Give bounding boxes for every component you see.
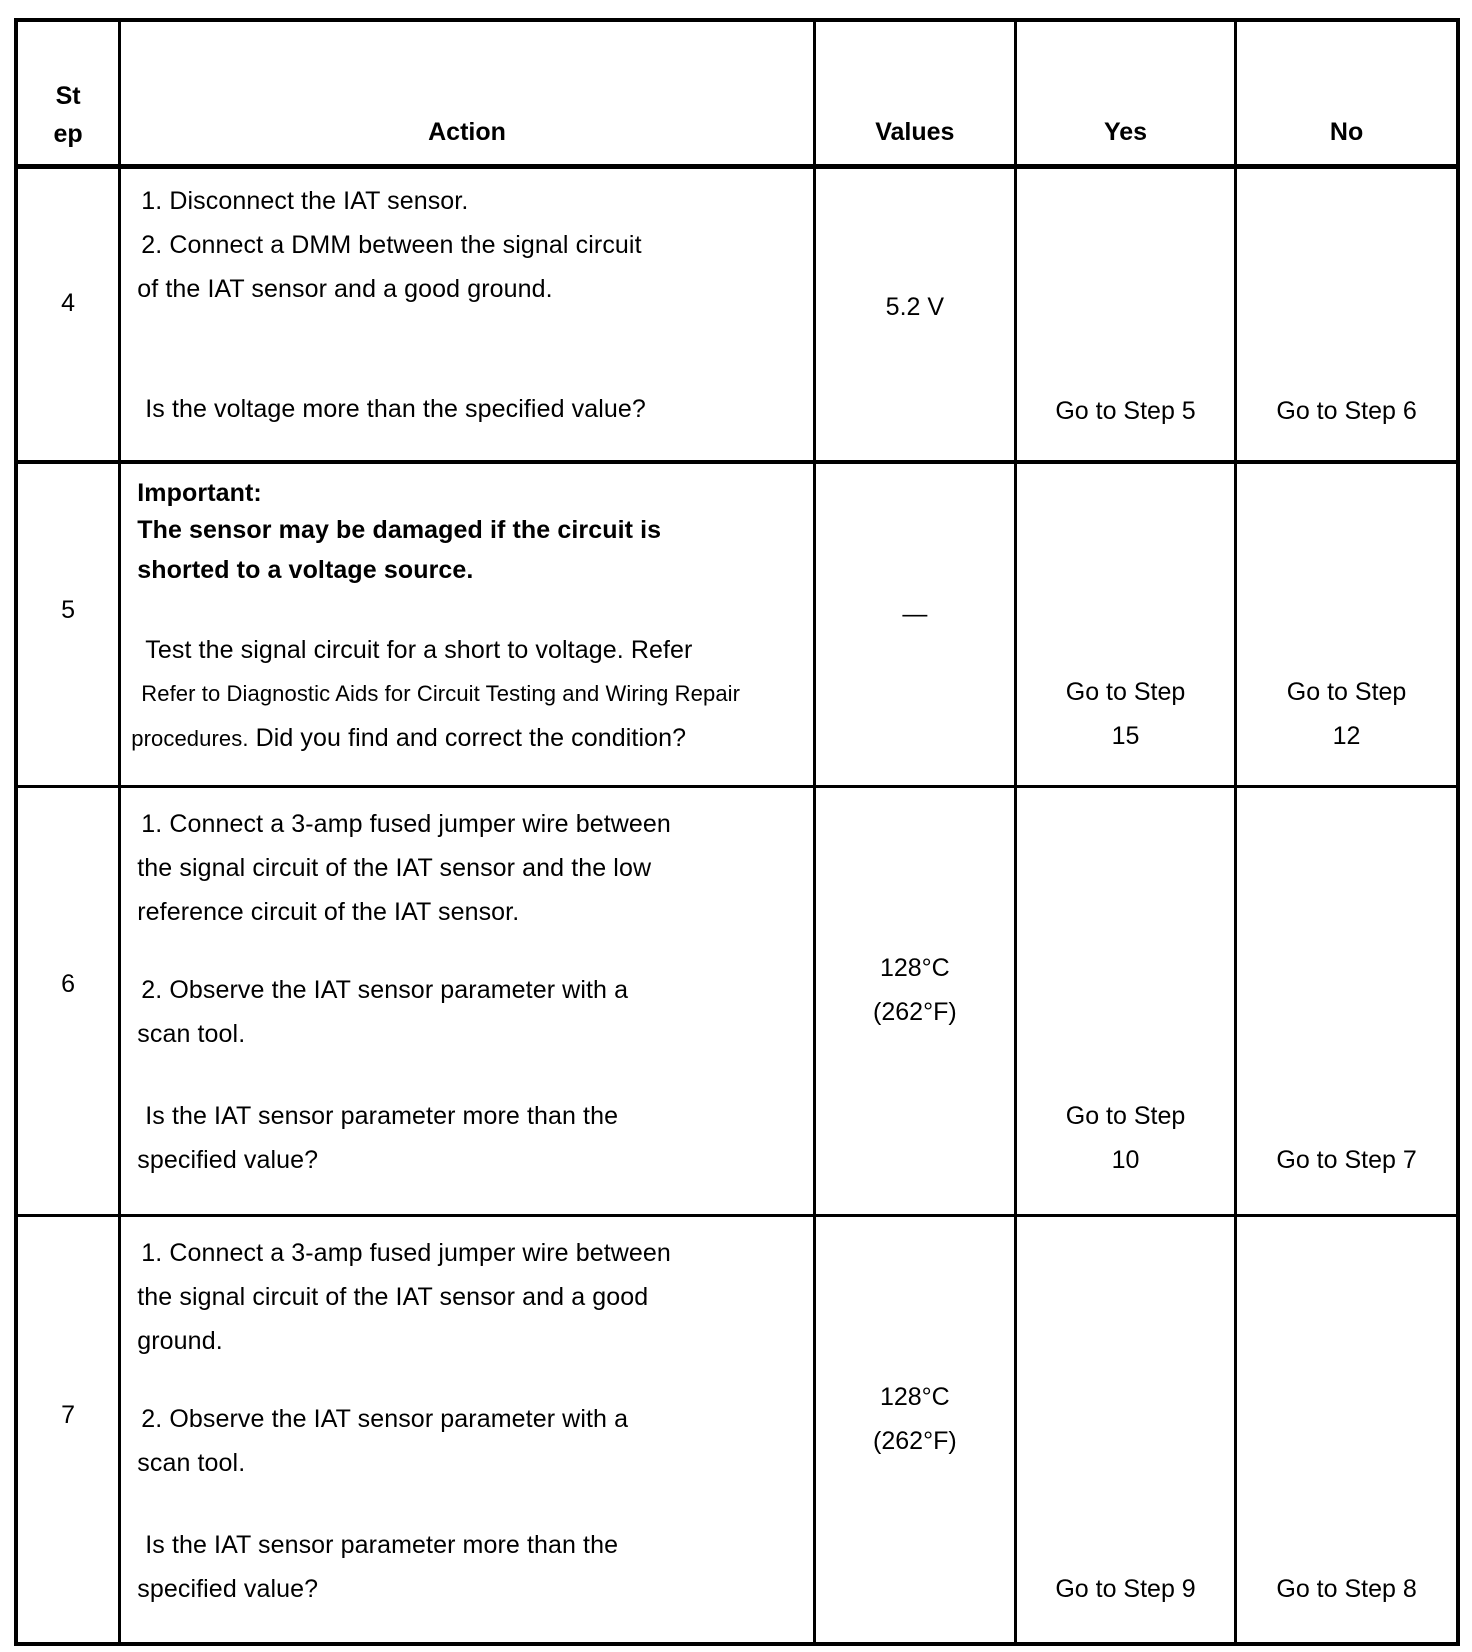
action-line: 1. Disconnect the IAT sensor.: [141, 186, 469, 215]
action-line: Test the signal circuit for a short to voltage. Refer: [145, 635, 693, 664]
yes-answer-line1: Go to Step: [1065, 677, 1186, 706]
action-line: 2. Observe the IAT sensor parameter with a: [141, 975, 629, 1004]
value-cell: [814, 462, 1015, 787]
value-line2: (262°F): [873, 997, 957, 1026]
table-row-step-7: [16, 1215, 1458, 1644]
action-question: specified value?: [137, 1574, 319, 1603]
no-cell: [1236, 166, 1458, 461]
header-no: [1236, 20, 1458, 166]
action-line: reference circuit of the IAT sensor.: [137, 897, 520, 926]
header-yes: [1015, 20, 1235, 166]
step-cell: [16, 166, 120, 461]
important-label: Important:: [137, 478, 262, 507]
step-number: 6: [61, 969, 76, 998]
yes-cell: [1015, 1215, 1235, 1644]
value-line2: (262°F): [873, 1426, 957, 1455]
no-answer: Go to Step 8: [1276, 1574, 1417, 1603]
step-number: 4: [61, 288, 76, 317]
action-line: scan tool.: [137, 1448, 246, 1477]
action-line-small: procedures.: [131, 725, 249, 751]
step-number: 7: [61, 1400, 76, 1429]
no-cell: [1236, 1215, 1458, 1644]
action-question: Is the IAT sensor parameter more than the: [145, 1530, 619, 1559]
action-question: Did you find and correct the condition?: [255, 723, 687, 752]
action-cell: [120, 1215, 815, 1644]
header-action: [120, 20, 815, 166]
step-cell: [16, 1215, 120, 1644]
important-text: The sensor may be damaged if the circuit is: [137, 515, 662, 544]
important-text: shorted to a voltage source.: [137, 555, 474, 584]
header-yes-label: Yes: [1103, 118, 1148, 146]
header-no-label: No: [1329, 118, 1364, 146]
no-answer-line1: Go to Step: [1286, 677, 1407, 706]
action-line: 1. Connect a 3-amp fused jumper wire between: [141, 1238, 671, 1267]
table-row-step-6: [16, 786, 1458, 1215]
yes-answer-line2: 10: [1111, 1145, 1140, 1174]
no-answer: Go to Step 6: [1276, 396, 1417, 425]
step-cell: [16, 786, 120, 1215]
value-cell: [814, 786, 1015, 1215]
yes-answer-line2: 15: [1111, 721, 1140, 750]
value-cell: [814, 166, 1015, 461]
step-number: 5: [61, 595, 76, 624]
action-line: Refer to Diagnostic Aids for Circuit Testing and Wiring Repair: [141, 680, 741, 706]
action-question: specified value?: [137, 1145, 319, 1174]
value-line1: 128°C: [879, 953, 950, 982]
step-cell: [16, 462, 120, 787]
action-line: 2. Observe the IAT sensor parameter with a: [141, 1404, 629, 1433]
action-cell: [120, 462, 815, 787]
no-answer: Go to Step 7: [1276, 1145, 1417, 1174]
action-line: of the IAT sensor and a good ground.: [137, 274, 553, 303]
action-line: the signal circuit of the IAT sensor and a good: [137, 1282, 649, 1311]
action-cell: [120, 786, 815, 1215]
yes-answer-line1: Go to Step: [1065, 1101, 1186, 1130]
action-line: ground.: [137, 1326, 223, 1355]
no-answer-line2: 12: [1332, 721, 1361, 750]
yes-cell: [1015, 786, 1235, 1215]
no-cell: [1236, 786, 1458, 1215]
no-cell: [1236, 462, 1458, 787]
yes-cell: [1015, 166, 1235, 461]
value-text: —: [902, 599, 928, 628]
value-text: 5.2 V: [885, 292, 945, 321]
header-values: [814, 20, 1015, 166]
header-step-line1: St: [55, 82, 81, 110]
diagnostic-table: [14, 18, 1460, 1646]
header-action-label: Action: [428, 118, 506, 146]
yes-answer: Go to Step 5: [1055, 396, 1196, 425]
yes-answer: Go to Step 9: [1055, 1574, 1196, 1603]
action-cell: [120, 166, 815, 461]
action-line: 1. Connect a 3-amp fused jumper wire between: [141, 809, 671, 838]
table-row-step-5: [16, 462, 1458, 787]
value-line1: 128°C: [879, 1382, 950, 1411]
action-question: Is the voltage more than the specified value?: [145, 394, 646, 423]
header-step-line2: ep: [53, 120, 83, 148]
action-line: 2. Connect a DMM between the signal circuit: [141, 230, 642, 259]
yes-cell: [1015, 462, 1235, 787]
action-line: the signal circuit of the IAT sensor and the low: [137, 853, 652, 882]
header-step: [16, 20, 120, 166]
table-header-row: [16, 20, 1458, 166]
table-row-step-4: [16, 166, 1458, 461]
value-cell: [814, 1215, 1015, 1644]
header-values-label: Values: [875, 118, 955, 146]
action-line: scan tool.: [137, 1019, 246, 1048]
action-question: Is the IAT sensor parameter more than the: [145, 1101, 619, 1130]
